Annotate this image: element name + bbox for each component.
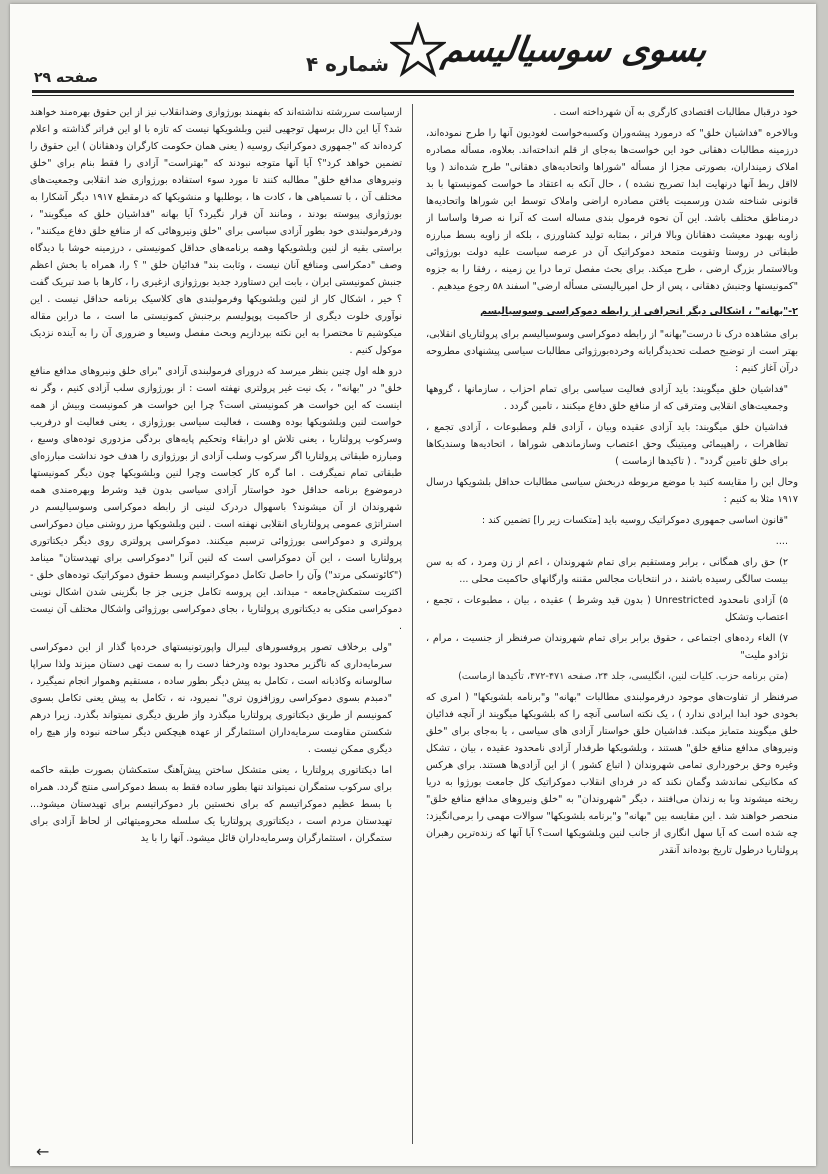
- quote: "قانون اساسی جمهوری دموکراتیک روسیه باید [متکسات زیر را] تضمین کند :: [481, 515, 788, 526]
- paragraph: صرفنظر از تفاوت‌های موجود درفرمولبندی مطالبات "بهانه" و"برنامه بلشویکها" ( امری که بخودی خود ابدا ایرادی ندارد ) ، یک نکته اساسی آنچه را که بلشویکها میگویند از آنچه فدائیان خلق میگویند متمایز میکند. فداشیان خلق خواستار آزادی های سیاسی ، یا به‌جای برای "خلق ونیروهای مدافع منافع خلق" هستند ، وبلشویکها طرفدار آزادی نامحدود عقیده ، بیان ، تشکل وغیره وحق برخورداری تمامی شهروندان ( اتباع کشور ) از این آزادی‌ها هستند. برای هرکس که مکانیکی نماندشد وگمان نکند که در فردای انقلاب دموکراتیک کل جامعت بورژوا به دریا ریخته میشوند وبا به زندان می‌افتند ، دیگر "شهروندان" به "خلق ونیروهای مدافع منافع خلق" منحصر خواهند شد . این مقایسه بین "بهانه" و"برنامه بلشویکها" سوالات مهمی را برمی‌انگیزد: چه شده است که آیا سهل انگاری از جانب لنین وبلشویکها است؟ آیا آنها که زنده‌ترین رهبران پرولتاریا درطول تاریخ بوده‌اند آنقدر: [426, 692, 798, 856]
- right-column: [426, 104, 798, 1144]
- paragraph: درو هله اول چنین بنظر میرسد که درورای فرمولبندی آزادی "برای خلق ونیروهای مدافع منافع خلق" در "بهانه" ، یک نیت غیر پرولتری نهفته است : از بورژوازی سلب آزادی کنیم ، وگر نه اینست که این خواست هر کمونیستی است؟ چرا این خواست هر کمونیست وبیش از همه خواست لنین وبلشویکها بوده وهست ، فعالیت سیاسی بورژوازی ، یعنی فعالیت او درفریب وسرکوب پرولتاریا ، یعنی تلاش او درابقاء وتحکیم پایه‌های بردگی مزدوری توده‌های وسیع ، ومبارزه طبقاتی پرولتاریا اگر سرکوب وسلب آزادی از بورژوازی را هدف خود نداشت مبارزه‌ای طبقاتی تمام نمیگرفت . اما گره کار کجاست وچرا لنین وبلشویکها چون دیگر کمونیستها درموضوع برنامه حداقل خود خواستار آزادی سیاسی بدون قید وشرط وبهره‌مندی همه شهروندان از آن میشوند؟ باسهوال دردرک لنینی از رابطه دموکراسی وسوسیالیسم در استراتژی عمومی پرولتاریای انقلابی نهفته است . لنین وبلشویکها مرز روشنی میان دموکراسی پرولتری و دموکراسی بورژوائی ترسیم میکنند. دموکراسی پرولتری روی دیگر دیکتاتوری پرولتاریا است ، این آن دموکراسی است که لنین آنرا "دموکراسی برای تهیدستان" مینامد ("کائوتسکی مرتد") وآن را حاصل تکامل دموکراتیسم وبسط حقوق دموکراتیک توده‌های خلق - اکثریت ستمکش‌جامعه - میداند. این پروسه تکامل جزیی جز جا بگزینی شدن اشکال نوینی دموکراسی متکی به دیکتاتوری پرولتاریا ، بجای دموکراسی بورژوائی واشکال مختلف آن نیست .: [30, 366, 402, 632]
- continue-arrow-icon: ←: [36, 1142, 50, 1161]
- paragraph: وبالاخره "فداشیان خلق" که درمورد پیشه‌وران وکسبه‌خواست لغودیون آنها را طرح نموده‌اند، درزمینه مطالبات دهقانی خود این خواست‌ها به‌جای از قلم انداخته‌اند. بعلاوه، مسأله مصادره املاک زمینداران، بصورتی مجزا از مسأله "شوراها واتحادیه‌های دهقانی" طرح شده‌اند ( ویا لااقل ربط آنها درنهایت ابدا تصریح نشده ) ، حال آنکه به اعتقاد ما خواست کمونیستها با بد قانونی شناخته شدن ورسمیت یافتن مصادره اراضی واملاک توسط این شوراها واتحادیه‌ها درمناطق مختلف باشد. این آن نحوه فرمول بندی مساله است که آنرا نه صرفا واساسا از زاویه بهبود معیشت دهقانان وبالا فراتر ، بمثابه تولید کشاورزی ، بلکه از زاویه بسط مبارزه طبقاتی در روستا وتقویت متمحد دموکراتیک آن در عرصه سیاست علیه دولت بورژوائی وبالاستمار بزرگ ارضی ، طرح میکند. برای بحث مفصل ترما درا ین زمینه ، رفقا را به جزوه "کمونیستها وجنبش دهقانی ، پس از حل امپریالیستی مسأله ارضی" اسفند ۵۸ رجوع میدهیم .: [426, 128, 798, 292]
- ellipsis: ....: [775, 536, 788, 547]
- header-rule-thin: [32, 95, 794, 96]
- list-item: ۷) الغاء رده‌های اجتماعی ، حقوق برابر برای تمام شهروندان صرفنظر از جنسیت ، مرام ، نژادو ملیت": [426, 633, 788, 661]
- citation: (متن برنامه حزب. کلیات لنین، انگلیسی، جلد ۲۴، صفحه ۴۷۱-۴۷۲، تأکیدها ازماست): [458, 671, 788, 682]
- quote: فداشیان خلق میگویند: باید آزادی عقیده وبیان ، آزادی قلم ومطبوعات ، آزادی تجمع ، تظاهرات ، راهپیمائی ومیتینگ وحق اعتصاب وسازماندهی شوراها ، اتحادیه‌ها وسندیکا‌ها برای خلق تامین گردد" . ( تاکیدها ازماست ): [426, 422, 788, 467]
- quote: "فداشیان خلق میگویند: باید آزادی فعالیت سیاسی برای تمام احزاب ، سازمانها ، گروهها وجمعیت‌های انقلابی ومترقی که از منافع خلق دفاع میکنند ، تامین گردد .: [426, 384, 788, 412]
- quote: "ولی برخلاف تصور پروفسورهای لیبرال واپورتونیستهای خرده‌پا گذار از این دموکراسی سرمایه‌داری که ناگزیر محدود بوده ودرخفا دست را به سمت تهی دستان میزند ولذا سراپا سالوسانه وکاذبانه است ، تکامل به پیش دیگر بطور ساده ، مستقیم وهموار انجام نمیگیرد ، "دمبدم بسوی دموکراسی روزافزون تری" نمیرود، نه ، تکامل به پیش یعنی تکامل بسوی کمونیسم از طریق دیکتاتوری پرولتاریا میگذرد واز طریق دیگری نمیتواند بگذرد. زیرا درهم شکستن مقاومت سرمایه‌داران استثمارگر از عهده هیچکس دیگر ساخته نبوده واز هیچ راه دیگری ممکن نیست .: [30, 642, 392, 755]
- page-number: صفحه ۲۹: [34, 70, 99, 86]
- quote: اما دیکتاتوری پرولتاریا ، یعنی متشکل ساختن پیش‌آهنگ ستمکشان بصورت طبقه حاکمه برای سرکوب ستمگران نمیتواند تنها بطور ساده فقط به بسط دموکراسی منتج گردد. همراه با بسط عظیم دموکراتیسم که برای نخستین بار دموکراتیسم برای تهیدستان میشود... تهیدستان مردم است ، دیکتاتوری پرولتاریا یک سلسله محرومیتهائی از لحاظ آزادی برای ستمگران ، استثمارگران وسرمایه‌داران قائل میشود. آنها را با ید: [30, 765, 392, 844]
- column-divider: [412, 104, 413, 1144]
- list-item: ۵) آزادی نامحدود Unrestricted ( بدون قید وشرط ) عقیده ، بیان ، مطبوعات ، تجمع ، اعتصاب وتشکل: [426, 595, 788, 623]
- paragraph: ازسیاست سررشته نداشته‌اند که بفهمند بورژوازی وضدانقلاب نیز از این حقوق بهره‌مند خواهند شد؟ آیا این دال برسهل توجهیی لنین وبلشویکها نیست که تازه با او این فراتر گذاشته و اعلام کرده‌اند که "جمهوری دموکراتیک روسیه ( یعنی همان حکومت کارگران ودهقانان ) این حقوق را تضمین خواهد کرد"؟ آیا آنها متوجه نبودند که "بهتراست" آزادی را فقط بنام برای "خلق ونیروهای مدافع خلق" مطالبه کنند تا مورد سوء استفاده بورژوازی ضد انقلابی وجمعیت‌های مختلف آن ، با تسمیاهی ها ، کادت ها ، بوطلبها و منشویکها که درمقطع ۱۹۱۷ دیگر آشکارا به بورژوازی پیوسته بودند ، ومانند آن قرار نگیرد؟ آیا بهانه "فداشیان خلق که میگویند" ، ودرفرمولبندی خود بطور آزادی سیاسی برای "خلق ونیروهائی که از منافع خلق دفاع میکنند" ، براستی بقیه از لنین وبلشویکها وهمه برنامه‌های حداقل کمونیستی ، درزمینه خوشا با دیدگاه وصف "دمکراسی ومنافع آنان نیست ، وثابت بند" فدائیان خلق " ؟ را، همراه با بخش اعظم جنبش کمونیستی ایران ، بابت این دستاورد جدید بورژوازی ازغیری را ، کارها با صد تبریک گفت ؟ خیر ، اشکال کار از لنین وبلشویکها وفرمولبندی های کلاسیک برنامه حداقل نیست . این نوآوری خلوت دیگری از حاکمیت پوپولیسم برجنبش کمونیستی ما است ، ما دراین مقاله میکوشیم تا مختصرا به این نکته بپردازیم وبحث مفصل وسیعا و ضروری آن را به آینده نزدیک موکول کنیم .: [30, 107, 402, 356]
- paragraph: وحال این را مقایسه کنید با موضع مربوطه دربخش سیاسی مطالبات حداقل بلشویکها درسال ۱۹۱۷ مثلا به کنیم :: [426, 477, 798, 505]
- document-page: [10, 4, 816, 1166]
- issue-number: شماره ۴: [306, 52, 390, 76]
- header-rule: [32, 90, 794, 93]
- section-heading: ۲-"بهانه" ، اشکالی دیگر انحرافی از رابطه دموکراسی وسوسیالیسم: [480, 306, 798, 317]
- paragraph: برای مشاهده درک نا درست"بهانه" از رابطه دموکراسی وسوسیالیسم برای پرولتاریای انقلابی، بهتر است از توضیح خصلت تحدیدگرایانه وخرده‌بورژوائی مطالبات سیاسی پیشنهادی مطروحه درآن آغاز کنیم :: [426, 329, 798, 374]
- masthead: [10, 4, 816, 100]
- star-icon: [390, 22, 446, 78]
- publication-title: بسوی سوسیالیسم: [439, 30, 710, 70]
- list-item: ۲) حق رای همگانی ، برابر ومستقیم برای تمام شهروندان ، اعم از زن ومرد ، که به سن بیست سالگی رسیده باشند ، در انتخابات مجالس مقننه وارگانهای حاکمیت محلی ...: [426, 557, 788, 585]
- left-column: [30, 104, 402, 1144]
- paragraph: خود درقبال مطالبات اقتصادی کارگری به آن شهرداخته است .: [553, 107, 798, 118]
